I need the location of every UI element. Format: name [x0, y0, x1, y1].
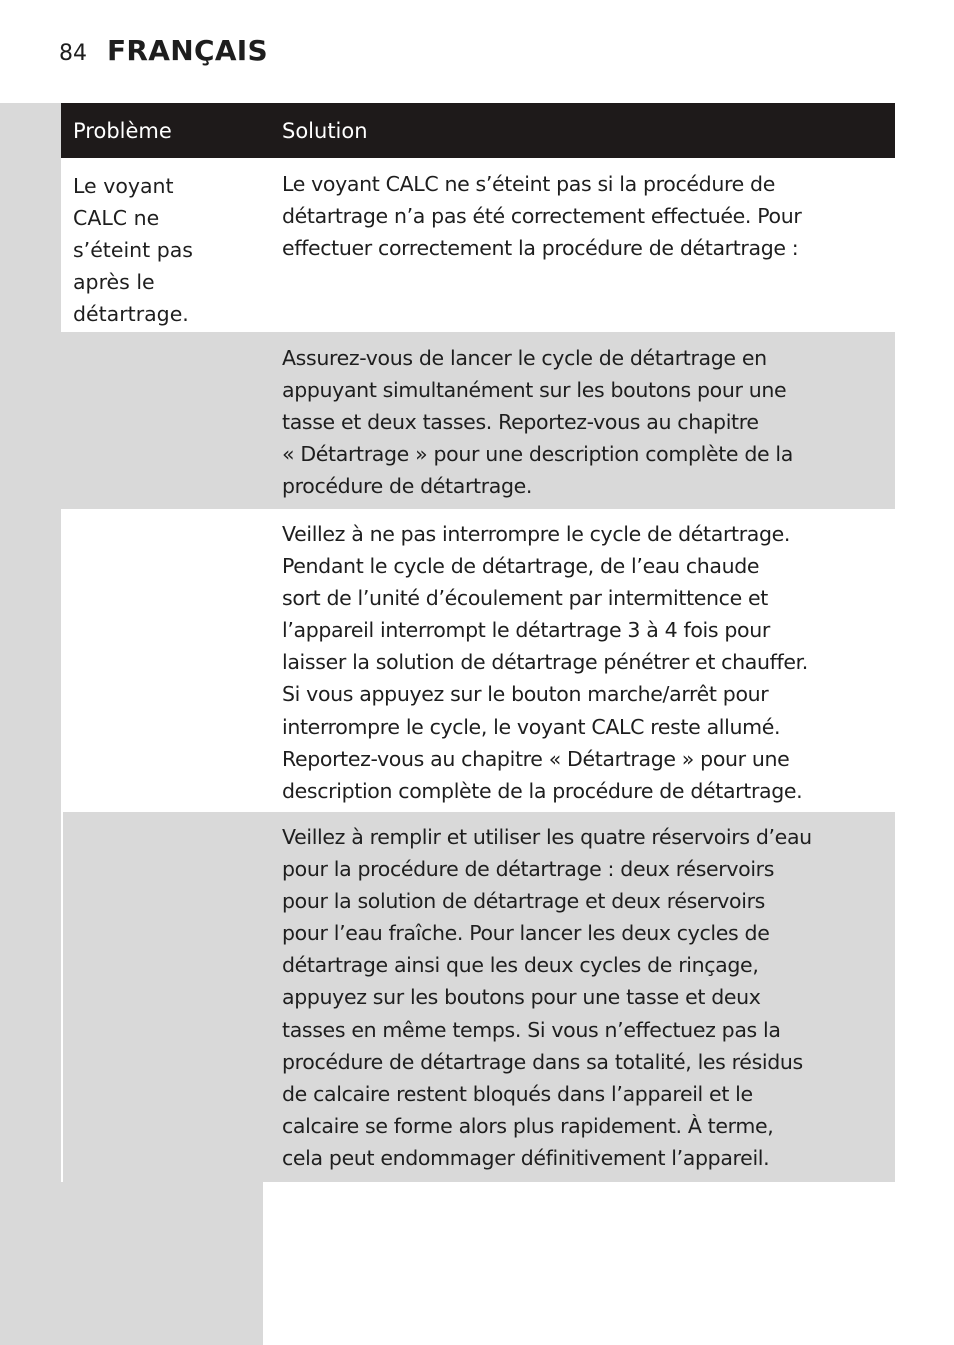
solution-text-line: pour la solution de détartrage et deux réservoirs — [282, 889, 765, 914]
solution-cell — [282, 812, 895, 1182]
solution-text-line: pour la procédure de détartrage : deux réservoirs — [282, 857, 775, 882]
problem-cell — [61, 332, 282, 509]
solution-text-line: calcaire se forme alors plus rapidement. À terme, — [282, 1113, 774, 1138]
solution-text-line: détartrage n’a pas été correctement effectuée. Pour — [282, 204, 802, 229]
section-title: FRANÇAIS — [107, 34, 268, 67]
solution-text-line: description complète de la procédure de détartrage. — [282, 778, 803, 803]
problem-text-line: après le — [73, 270, 155, 294]
problem-text-line: détartrage. — [73, 302, 189, 326]
column-header-solution: Solution — [282, 118, 368, 143]
solution-text-line: pour l’eau fraîche. Pour lancer les deux cycles de — [282, 921, 770, 946]
solution-text-line: laisser la solution de détartrage pénétrer et chauffer. — [282, 650, 808, 675]
page-number: 84 — [59, 41, 87, 66]
solution-cell — [282, 158, 895, 332]
solution-text-line: Reportez-vous au chapitre « Détartrage » pour une — [282, 746, 790, 771]
table-row — [61, 509, 895, 812]
problem-text-line: CALC ne — [73, 206, 160, 230]
solution-text-line: Si vous appuyez sur le bouton marche/arrêt pour — [282, 682, 769, 707]
solution-text-line: de calcaire restent bloqués dans l’appareil et le — [282, 1081, 753, 1106]
solution-text-line: « Détartrage » pour une description complète de la — [282, 442, 793, 467]
solution-text-line: effectuer correctement la procédure de détartrage : — [282, 236, 799, 261]
solution-text-line: tasse et deux tasses. Reportez-vous au chapitre — [282, 410, 759, 435]
problem-text-line: s’éteint pas — [73, 238, 193, 262]
table-row — [61, 812, 895, 1182]
solution-text-line: détartrage ainsi que les deux cycles de rinçage, — [282, 953, 759, 978]
solution-text-line: Pendant le cycle de détartrage, de l’eau chaude — [282, 554, 760, 579]
table-row — [61, 158, 895, 332]
solution-text-line: l’appareil interrompt le détartrage 3 à 4 fois pour — [282, 618, 770, 643]
solution-cell — [282, 332, 895, 509]
solution-text-line: sort de l’unité d’écoulement par intermittence et — [282, 586, 768, 611]
solution-text-line: appuyez sur les boutons pour une tasse et deux — [282, 985, 761, 1010]
problem-cell — [61, 509, 282, 812]
table-row — [61, 332, 895, 509]
table-header — [61, 103, 895, 158]
solution-text-line: procédure de détartrage. — [282, 474, 533, 499]
page-header — [59, 34, 268, 74]
solution-text-line: interrompre le cycle, le voyant CALC reste allumé. — [282, 714, 781, 739]
solution-text-line: tasses en même temps. Si vous n’effectuez pas la — [282, 1017, 781, 1042]
solution-text-line: Veillez à remplir et utiliser les quatre réservoirs d’eau — [282, 825, 812, 849]
problem-cell — [61, 812, 282, 1182]
solution-text-line: procédure de détartrage dans sa totalité, les résidus — [282, 1049, 803, 1074]
solution-text-line: cela peut endommager définitivement l’appareil. — [282, 1145, 770, 1170]
column-header-problem: Problème — [73, 118, 172, 143]
problem-text-line: Le voyant — [73, 174, 174, 198]
solution-text-line: Assurez-vous de lancer le cycle de détartrage en — [282, 346, 767, 370]
troubleshooting-table — [61, 103, 895, 1182]
solution-text-line: Veillez à ne pas interrompre le cycle de détartrage. — [282, 522, 791, 546]
solution-cell — [282, 509, 895, 812]
solution-text-line: Le voyant CALC ne s’éteint pas si la procédure de — [282, 172, 775, 196]
problem-cell — [61, 158, 282, 332]
solution-text-line: appuyant simultanément sur les boutons pour une — [282, 378, 787, 403]
